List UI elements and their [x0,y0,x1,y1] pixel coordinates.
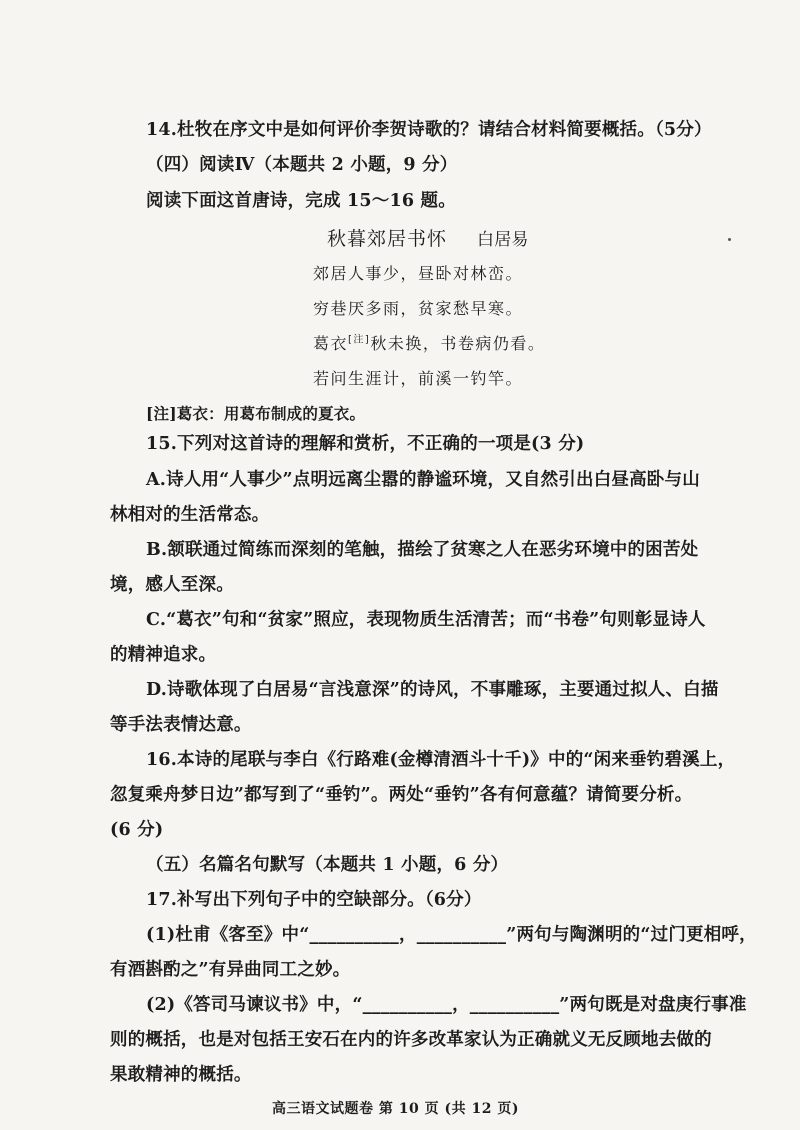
question-17-1-line-1: (1)杜甫《客至》中“__________，__________”两句与陶渊明的“过门更相呼， [146,925,757,945]
poem-title: 秋暮郊居书怀 [327,228,448,250]
option-a-line-1: A.诗人用“人事少”点明远离尘嚣的静谧环境，又自然引出白昼高卧与山 [146,470,700,490]
poem-line-3 [313,332,545,356]
option-b-line-2: 境，感人至深。 [110,575,234,595]
question-16-line-3: (6 分) [110,820,164,840]
question-14: 14.杜牧在序文中是如何评价李贺诗歌的？请结合材料简要概括。（5分） [146,120,712,140]
question-17-2-line-3: 果敢精神的概括。 [110,1065,252,1085]
poem-line-3-start: 葛衣 [313,334,349,353]
poem-line-4: 若问生涯计，前溪一钓竿。 [313,369,524,388]
option-b-line-1: B.颔联通过简练而深刻的笔触，描绘了贫寒之人在恶劣环境中的困苦处 [146,540,699,560]
option-d-line-2: 等手法表情达意。 [110,715,252,735]
poem-line-1: 郊居人事少，昼卧对林峦。 [313,264,524,283]
option-d-line-1: D.诗歌体现了白居易“言浅意深”的诗风，不事雕琢，主要通过拟人、白描 [146,680,719,700]
question-16-line-2: 忽复乘舟梦日边”都写到了“垂钓”。两处“垂钓”各有何意蕴？请简要分析。 [110,785,693,805]
question-17-stem: 17.补写出下列句子中的空缺部分。（6分） [146,890,482,910]
poem-heading [327,227,529,252]
poem-note-marker: [注] [348,334,371,346]
section-5-heading: （五）名篇名句默写（本题共 1 小题，6 分） [146,855,509,875]
section-4-heading: （四）阅读Ⅳ（本题共 2 小题，9 分） [146,155,458,175]
reading-instruction: 阅读下面这首唐诗，完成 15～16 题。 [146,191,456,211]
question-15-stem: 15.下列对这首诗的理解和赏析，不正确的一项是(3 分) [146,434,585,454]
poem-line-2: 穷巷厌多雨，贫家愁早寒。 [313,299,524,318]
scan-speck [728,238,731,241]
option-c-line-1: C.“葛衣”句和“贫家”照应，表现物质生活清苦；而“书卷”句则彰显诗人 [146,610,706,630]
page-footer: 高三语文试题卷 第 10 页 (共 12 页) [272,1101,519,1117]
question-17-1-line-2: 有酒斟酌之”有异曲同工之妙。 [110,960,351,980]
poem-author: 白居易 [477,230,529,250]
question-17-2-line-2: 则的概括，也是对包括王安石在内的许多改革家认为正确就义无反顾地去做的 [110,1030,712,1050]
poem-line-3-end: 秋未换，书卷病仍看。 [370,334,546,353]
question-16-line-1: 16.本诗的尾联与李白《行路难(金樽清酒斗十千)》中的“闲来垂钓碧溪上， [146,750,736,770]
poem-footnote: [注]葛衣：用葛布制成的夏衣。 [146,404,366,423]
question-17-2-line-1: (2)《答司马谏议书》中，“__________，__________”两句既是对盘庚行事准 [146,995,747,1015]
option-a-line-2: 林相对的生活常态。 [110,505,270,525]
option-c-line-2: 的精神追求。 [110,645,217,665]
